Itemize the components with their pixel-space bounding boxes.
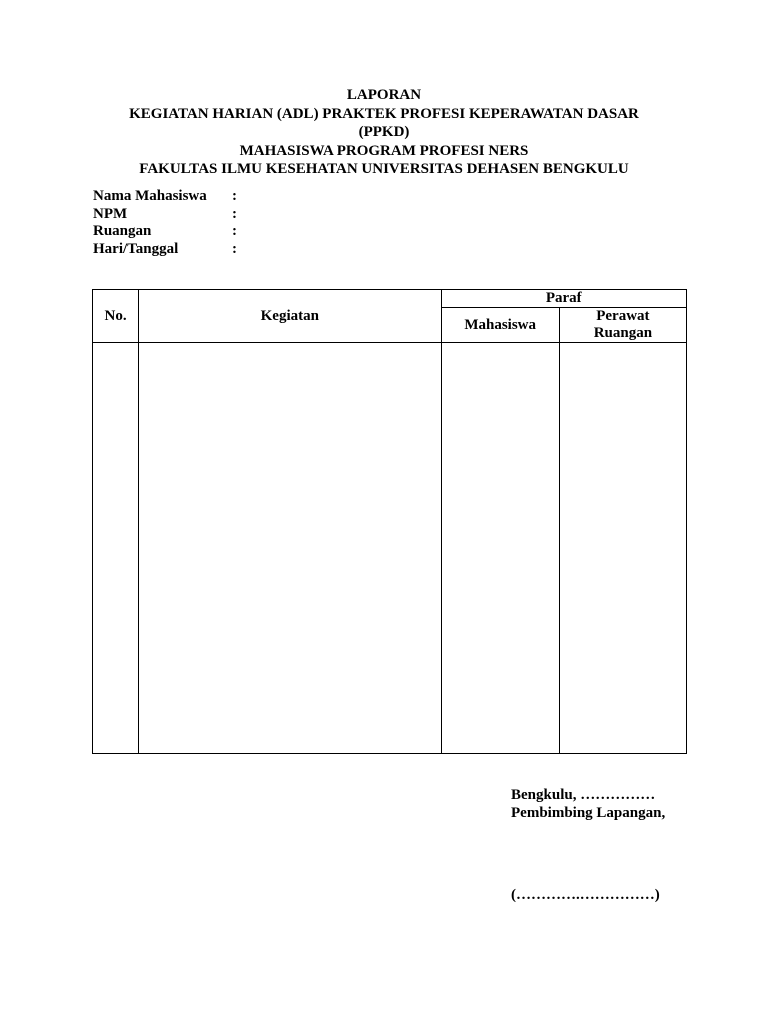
info-colon: : <box>232 223 237 239</box>
cell-no[interactable] <box>93 343 139 754</box>
signature-block <box>511 787 665 822</box>
info-label: Nama Mahasiswa <box>93 188 207 204</box>
header-activity-title: KEGIATAN HARIAN (ADL) PRAKTEK PROFESI KEPERAWATAN DASAR <box>129 105 639 122</box>
info-row-npm <box>93 206 242 224</box>
header-perawat-line1: Perawat <box>596 308 650 324</box>
student-info-block <box>93 188 242 258</box>
info-row-hari-tanggal <box>93 241 242 259</box>
info-colon: : <box>232 240 237 257</box>
info-label: NPM <box>93 205 128 222</box>
document-header <box>0 86 768 179</box>
header-perawat-ruangan <box>559 308 686 343</box>
table-row <box>93 343 687 754</box>
header-faculty: FAKULTAS ILMU KESEHATAN UNIVERSITAS DEHASEN BENGKULU <box>139 161 629 177</box>
header-perawat-line2: Ruangan <box>593 325 653 341</box>
header-mahasiswa: Mahasiswa <box>441 308 559 343</box>
cell-kegiatan[interactable] <box>139 343 442 754</box>
header-program-code: (PPKD) <box>358 124 410 140</box>
header-program-name: MAHASISWA PROGRAM PROFESI NERS <box>239 142 529 159</box>
activity-table <box>92 289 687 754</box>
cell-paraf-perawat[interactable] <box>559 343 686 754</box>
cell-paraf-mahasiswa[interactable] <box>441 343 559 754</box>
signature-role: Pembimbing Lapangan, <box>511 804 666 821</box>
info-row-nama <box>93 188 242 206</box>
header-title: LAPORAN <box>346 87 422 103</box>
info-label: Ruangan <box>93 223 152 239</box>
header-no: No. <box>93 290 139 343</box>
info-row-ruangan <box>93 223 242 241</box>
info-colon: : <box>232 188 237 204</box>
header-paraf: Paraf <box>441 290 686 308</box>
header-kegiatan: Kegiatan <box>139 290 442 343</box>
table-header-row <box>93 290 687 308</box>
info-colon: : <box>232 205 237 222</box>
signature-name-line: (………….……………) <box>511 887 660 903</box>
signature-place-date: Bengkulu, …………… <box>511 787 656 803</box>
info-label: Hari/Tanggal <box>93 240 179 257</box>
